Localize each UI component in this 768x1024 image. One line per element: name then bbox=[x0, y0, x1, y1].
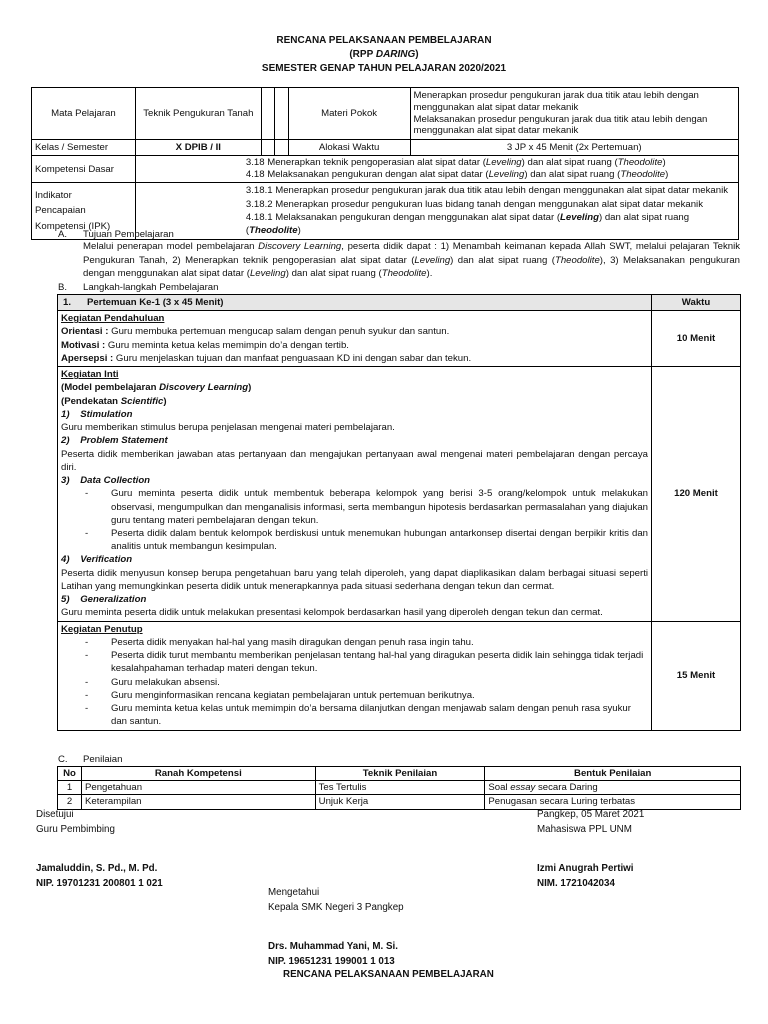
ipk-values bbox=[135, 183, 738, 240]
model-text: ) bbox=[248, 382, 252, 394]
inti-time: 120 Menit bbox=[652, 367, 741, 621]
step-stimulation-text: Guru memberikan stimulus berupa penjelasan mengenai materi pembelajaran. bbox=[61, 422, 395, 434]
doc-semester: SEMESTER GENAP TAHUN PELAJARAN 2020/2021 bbox=[261, 63, 507, 74]
kelas-label: Kelas / Semester bbox=[32, 140, 136, 156]
penutup-row bbox=[58, 621, 741, 730]
kd-em: Leveling bbox=[488, 169, 525, 181]
kd-text: 4.18 Melaksanakan pengukuran dengan alat sipat datar ( bbox=[245, 169, 489, 181]
kelas-value: X DPIB / II bbox=[135, 140, 261, 156]
kd-em: Leveling bbox=[485, 157, 522, 169]
list-item: - Guru melakukan absensi. bbox=[85, 676, 648, 689]
motivasi-label: Motivasi : bbox=[61, 339, 106, 351]
kd-text: ) bbox=[662, 157, 666, 169]
kd-text: ) dan alat sipat ruang ( bbox=[524, 169, 621, 181]
ipk-label-line: Kompetensi (IPK) bbox=[35, 220, 111, 232]
alokasi-label: Alokasi Waktu bbox=[288, 140, 410, 156]
ipk-em: Leveling bbox=[560, 212, 599, 224]
kd-label: Kompetensi Dasar bbox=[32, 156, 136, 183]
mahasiswa-nim: NIM. 1721042034 bbox=[537, 878, 615, 889]
cell-no: 1 bbox=[58, 781, 82, 795]
para-em: Leveling bbox=[249, 268, 286, 280]
identity-table bbox=[31, 87, 739, 240]
step-verification bbox=[61, 553, 648, 566]
next-page-title: RENCANA PELAKSANAAN PEMBELAJARAN bbox=[283, 969, 494, 980]
section-c-title: Penilaian bbox=[83, 754, 123, 765]
para-em: Leveling bbox=[414, 254, 451, 266]
identity-row-kd bbox=[32, 156, 739, 183]
inti-content bbox=[58, 367, 652, 621]
step-data-collection bbox=[61, 474, 648, 487]
mahasiswa-name: Izmi Anugrah Pertiwi bbox=[537, 863, 634, 874]
list-item: - Peserta didik menyakan hal-hal yang masih diragukan dengan penuh rasa ingin tahu. bbox=[85, 636, 648, 649]
kd-item bbox=[246, 157, 735, 169]
subtitle-post: ) bbox=[415, 49, 419, 60]
step-title: Data Collection bbox=[80, 475, 151, 487]
spacer-cell bbox=[261, 140, 274, 156]
pendahuluan-row bbox=[58, 311, 741, 367]
bentuk-em: essay bbox=[510, 782, 536, 794]
subtitle-pre: (RPP bbox=[349, 49, 376, 60]
col-header-ranah: Ranah Kompetensi bbox=[81, 767, 315, 781]
motivasi-line bbox=[61, 339, 648, 352]
orientasi-line bbox=[61, 325, 648, 338]
para-em: Discovery Learning bbox=[258, 241, 342, 252]
step-generalization-text: Guru meminta peserta didik untuk melakukan presentasi kelompok berdasarkan hasil yang diperoleh dengan tekun dan cermat. bbox=[61, 607, 603, 619]
step-number: 2) bbox=[61, 435, 70, 447]
penutup-list bbox=[61, 636, 648, 729]
step-problem bbox=[61, 434, 648, 447]
pendekatan-text: ) bbox=[163, 395, 167, 407]
penutup-content bbox=[58, 621, 652, 730]
kd-text: 3.18 Menerapkan teknik pengoperasian alat sipat datar ( bbox=[245, 157, 486, 169]
ipk-label-line: Indikator bbox=[35, 190, 72, 202]
kd-em: Theodolite bbox=[617, 157, 663, 169]
doc-title: RENCANA PELAKSANAAN PEMBELAJARAN bbox=[276, 35, 492, 46]
mahasiswa-label: Mahasiswa PPL UNM bbox=[537, 824, 632, 835]
para-text: ), 3) Melaksanakan pengukuran dengan menggunakan alat sipat datar ( bbox=[83, 254, 741, 280]
pendekatan-em: Scientific bbox=[120, 395, 164, 407]
section-c-letter: C. bbox=[58, 754, 68, 765]
section-a-title: Tujuan Pembelajaran bbox=[83, 229, 174, 240]
para-text: ) dan alat sipat ruang ( bbox=[285, 268, 382, 280]
kd-item bbox=[246, 169, 735, 181]
pendahuluan-content bbox=[58, 311, 652, 367]
pendahuluan-title: Kegiatan Pendahuluan bbox=[61, 313, 165, 325]
ipk-item: 3.18.2 Menerapkan prosedur pengukuran luas bidang tanah dengan menggunakan alat sipat datar mekanik bbox=[245, 198, 703, 210]
para-em: Theodolite bbox=[381, 268, 427, 280]
guru-nip: NIP. 19701231 200801 1 021 bbox=[36, 878, 163, 889]
guru-name: Jamaluddin, S. Pd., M. Pd. bbox=[36, 863, 158, 874]
ipk-item: 3.18.1 Menerapkan prosedur pengukuran jarak dua titik atau lebih dengan menggunakan alat sipat datar mekanik bbox=[245, 185, 729, 197]
materi-value bbox=[410, 88, 738, 140]
identity-row-mapel bbox=[32, 88, 739, 140]
step-title: Generalization bbox=[80, 594, 147, 606]
ipk-text: ) bbox=[297, 225, 301, 237]
meeting-title: 1. Pertemuan Ke-1 (3 x 45 Menit) bbox=[58, 295, 652, 311]
penutup-time: 15 Menit bbox=[652, 621, 741, 730]
spacer-cell bbox=[261, 88, 274, 140]
ipk-item bbox=[246, 211, 735, 238]
list-item: - Guru meminta peserta didik untuk membentuk beberapa kelompok yang berisi 3-5 orang/kelompok untuk melakukan observasi, mengumpulkan dan menganalisis informasi, serta membangun hipotesis berdasarkan permasalahan yang diajukan guru tentang materi pembelajaran dengan tekun. bbox=[85, 487, 648, 527]
cell-bentuk bbox=[485, 781, 741, 795]
col-header-teknik: Teknik Penilaian bbox=[315, 767, 485, 781]
spacer-cell bbox=[274, 140, 288, 156]
step-verification-text: Peserta didik menyusun konsep berupa pengetahuan baru yang telah diperoleh, yang dapat diaplikasikan dalam berbagai situasi seperti Latihan yang memungkinkan peserta didik untuk menerapkannya pada situasi sederhana dengan tekun dan cermat. bbox=[61, 567, 648, 592]
subtitle-em: DARING bbox=[375, 49, 416, 60]
apersepsi-label: Apersepsi : bbox=[61, 352, 114, 364]
model-em: Discovery Learning bbox=[159, 382, 249, 394]
materi-value-1: Menerapkan prosedur pengukuran jarak dua titik atau lebih dengan menggunakan alat sipat datar mekanik bbox=[413, 89, 699, 113]
ipk-text: 4.18.1 Melaksanakan pengukuran dengan menggunakan alat sipat datar ( bbox=[245, 212, 561, 224]
step-number: 3) bbox=[61, 475, 70, 487]
step-number: 4) bbox=[61, 554, 70, 566]
col-header-no: No bbox=[58, 767, 82, 781]
data-collection-list bbox=[61, 487, 648, 553]
cell-no: 2 bbox=[58, 795, 82, 809]
ipk-em: Theodolite bbox=[249, 225, 298, 237]
guru-pembimbing-label: Guru Pembimbing bbox=[36, 824, 115, 835]
orientasi-label: Orientasi : bbox=[61, 326, 109, 338]
list-item: - Peserta didik turut membantu memberikan penjelasan tentang hal-hal yang diragukan peserta didik lain sehingga tidak terjadi kesalahpahaman terhadap materi dengan tekun. bbox=[85, 649, 648, 675]
mengetahui-label: Mengetahui bbox=[268, 887, 320, 898]
step-number: 5) bbox=[61, 594, 70, 606]
mapel-label: Mata Pelajaran bbox=[32, 88, 136, 140]
ipk-text: ) dan alat sipat ruang ( bbox=[245, 212, 690, 237]
materi-label: Materi Pokok bbox=[288, 88, 410, 140]
meeting-header-row bbox=[58, 295, 741, 311]
penilaian-header-row bbox=[58, 767, 741, 781]
orientasi-text: Guru membuka pertemuan mengucap salam dengan penuh syukur dan santun. bbox=[108, 326, 450, 338]
section-a-letter: A. bbox=[58, 229, 68, 240]
para-text: ) dan alat sipat ruang ( bbox=[450, 254, 555, 266]
kd-text: ) bbox=[665, 169, 669, 181]
cell-bentuk: Penugasan secara Luring terbatas bbox=[485, 795, 741, 809]
bentuk-text: secara Daring bbox=[535, 782, 598, 794]
pendekatan-line bbox=[61, 395, 648, 408]
para-em: Theodolite bbox=[554, 254, 600, 266]
doc-subtitle bbox=[0, 48, 768, 62]
para-text: ). bbox=[426, 268, 433, 280]
kepsek-name: Drs. Muhammad Yani, M. Si. bbox=[268, 941, 398, 952]
step-problem-text: Peserta didik memberikan jawaban atas pertanyaan dan mengajukan pertanyaan awal mengenai materi pembelajaran dengan percaya diri. bbox=[61, 448, 648, 473]
pendahuluan-time: 10 Menit bbox=[652, 311, 741, 367]
kepala-sekolah-label: Kepala SMK Negeri 3 Pangkep bbox=[268, 902, 404, 913]
alokasi-value: 3 JP x 45 Menit (2x Pertemuan) bbox=[410, 140, 738, 156]
table-row bbox=[58, 781, 741, 795]
model-line bbox=[61, 381, 648, 394]
kd-em: Theodolite bbox=[620, 169, 666, 181]
step-number: 1) bbox=[61, 408, 70, 420]
spacer-cell bbox=[274, 88, 288, 140]
section-b-letter: B. bbox=[58, 282, 68, 293]
para-text: , peserta didik dapat : 1) Menambah keimanan kepada Allah SWT, melalui pelajaran Teknik Pengukuran Tanah, 2) Menerapkan teknik pengoperasian alat sipat datar ( bbox=[83, 241, 741, 266]
cell-teknik: Tes Tertulis bbox=[315, 781, 485, 795]
section-b-title: Langkah-langkah Pembelajaran bbox=[83, 282, 219, 293]
model-text: (Model pembelajaran bbox=[61, 382, 160, 394]
disetujui-label: Disetujui bbox=[36, 809, 74, 820]
learning-steps-table bbox=[57, 294, 741, 731]
apersepsi-text: Guru menjelaskan tujuan dan manfaat penguasaan KD ini dengan sabar dan tekun. bbox=[113, 352, 472, 364]
step-stimulation bbox=[61, 408, 648, 421]
waktu-header: Waktu bbox=[652, 295, 741, 311]
penutup-title: Kegiatan Penutup bbox=[61, 623, 143, 635]
pendekatan-text: (Pendekatan bbox=[61, 395, 121, 407]
inti-row bbox=[58, 367, 741, 621]
motivasi-text: Guru meminta ketua kelas memimpin do’a dengan tertib. bbox=[105, 339, 349, 351]
step-generalization bbox=[61, 593, 648, 606]
list-item: - Guru menginformasikan rencana kegiatan pembelajaran untuk pertemuan berikutnya. bbox=[85, 689, 648, 702]
section-a-paragraph bbox=[83, 240, 740, 281]
inti-title: Kegiatan Inti bbox=[61, 369, 119, 381]
identity-row-kelas bbox=[32, 140, 739, 156]
cell-ranah: Pengetahuan bbox=[81, 781, 315, 795]
step-title: Stimulation bbox=[80, 408, 133, 420]
mapel-value: Teknik Pengukuran Tanah bbox=[135, 88, 261, 140]
penilaian-table bbox=[57, 766, 741, 810]
para-text: Melalui penerapan model pembelajaran bbox=[83, 241, 259, 252]
ipk-label-line: Pencapaian bbox=[35, 205, 86, 217]
place-date: Pangkep, 05 Maret 2021 bbox=[537, 809, 645, 820]
bentuk-text: Soal bbox=[488, 782, 511, 794]
cell-teknik: Unjuk Kerja bbox=[315, 795, 485, 809]
cell-ranah: Keterampilan bbox=[81, 795, 315, 809]
kepsek-nip: NIP. 19651231 199001 1 013 bbox=[268, 956, 395, 967]
kd-text: ) dan alat sipat ruang ( bbox=[521, 157, 618, 169]
list-item: - Peserta didik dalam bentuk kelompok berdiskusi untuk menemukan hubungan antarkonsep disertai dengan berpikir kritis dan analitis untuk membangun kesimpulan. bbox=[85, 527, 648, 553]
step-title: Verification bbox=[80, 554, 133, 566]
step-title: Problem Statement bbox=[80, 435, 168, 447]
col-header-bentuk: Bentuk Penilaian bbox=[485, 767, 741, 781]
kd-values bbox=[135, 156, 738, 183]
list-item: - Guru meminta ketua kelas untuk memimpin do’a bersama dilanjutkan dengan menjawab salam dengan penuh rasa syukur dan santun. bbox=[85, 702, 648, 728]
materi-value-2: Melaksanakan prosedur pengukuran jarak dua titik atau lebih dengan menggunakan alat sipat datar mekanik bbox=[413, 113, 708, 137]
apersepsi-line bbox=[61, 352, 648, 365]
